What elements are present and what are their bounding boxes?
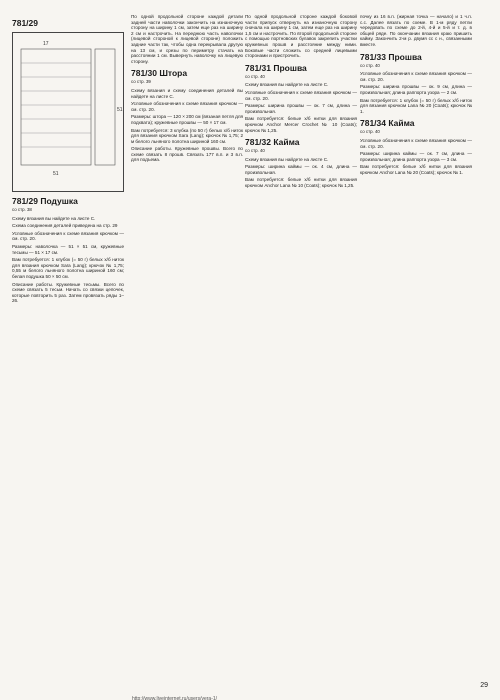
paragraph: Размеры: штора — 120 × 200 см (вязаная петля для подхвата); кружевные прошвы — 50 × 17 см. [131, 114, 243, 125]
paragraph: Вам потребуется: белые х/б нитки для вязания крючком Anchor Lana № 10 (Coats); крючок № 1,25. [245, 177, 357, 189]
sections [12, 196, 124, 304]
paragraph: Условные обозначения к схеме вязания крючком — см. стр. 20. [12, 230, 124, 242]
section-title: 781/29 [12, 18, 38, 28]
schema-label: 51 [117, 107, 123, 113]
section-source: со стр. 40 [360, 129, 380, 135]
sections [131, 14, 243, 163]
column-1 [12, 14, 124, 306]
column-3 [245, 14, 357, 191]
paragraph: Описание работы. Кружевные тесьмы. Всего по схеме связать 5 тесьм. Начать со связки цепочек, которые повторить 5 раз. Затем провязать ряды 1–26. [12, 281, 124, 304]
paragraph: Вам потребуется: белые х/б нитки для вязания крючком Anchor Mercer Crochet № 10 (Coats); крючок № 1,25. [245, 116, 357, 133]
paragraph: почку из 16 в.п. (жирная точка — начало) и 1 ч.п. с.с. Далее вязать по схеме. В 1-м ряду петли чередовать по схеме до 2-й, 4-й и 5-й и т. д. в общей ряде. По окончании вязания краю пришить кайму. Закончить 2-м р. двумя сс с н., связанными вместе. [360, 14, 472, 47]
column-2 [131, 14, 243, 165]
paragraph: Схему вязания и схему соединения деталей вы найдете на листе C. [131, 87, 243, 99]
schema-label: 51 [53, 171, 59, 177]
paragraph: Схему вязания вы найдете на листе C. [245, 82, 329, 88]
pillow-schema [12, 32, 124, 192]
section-source: со стр. 38 [12, 207, 32, 212]
paragraph: Размеры: ширина каймы — ок. 4 см, длина — произвольная. [245, 164, 357, 175]
page-number: 29 [480, 682, 488, 690]
sections [245, 14, 357, 189]
section-source: со стр. 40 [245, 148, 265, 154]
section-title: 781/30 Штора [131, 68, 188, 79]
sections [360, 14, 472, 175]
column-4 [360, 14, 472, 177]
paragraph: Размеры: ширина прошвы — ок. 7 см, длина — произвольная. [245, 103, 357, 114]
section-source: со стр. 39 [131, 79, 151, 85]
paragraph: Схему вязания вы найдете на листе C. [12, 215, 96, 221]
paragraph: По одной продольной стороне каждой боковой части припуск отвернуть на изнаночную сторону сначала на ширину 1 см, затем еще раз на ширину 1,5 см и настрочить. По второй продольной стороне с помощью портновских булавок закрепить участки кружевных прошв и расстояние между ними. Боковые части сложить со средней лицевыми сторонами и пристрочить. [245, 14, 357, 59]
section-title: 781/31 Прошва [245, 62, 307, 73]
section-title: 781/34 Кайма [360, 118, 415, 129]
paragraph: Схема соединения деталей приведена на стр. 29 [12, 223, 118, 229]
paragraph: Размеры: ширина прошвы — ок. 9 см, длина — произвольная; длина раппорта узора — 2 см. [360, 84, 472, 95]
schema-label: 17 [43, 41, 49, 47]
paragraph: Условные обозначения к схеме вязания крючком — см. стр. 20. [360, 71, 472, 82]
section-title: 781/29 Подушка [12, 196, 78, 206]
paragraph: Схему вязания вы найдете на листе C. [245, 156, 329, 162]
paragraph: Вам потребуется: 3 клубка (по 50 г) белых х/б ниток для вязания крючком Sara (Lang); крючок № 1,75; 2 м белого льняного полотна шириной 160 см. [131, 127, 243, 144]
section-source: со стр. 40 [245, 73, 265, 79]
paragraph: Условные обозначения к схеме вязания крючком — см. стр. 20. [245, 89, 357, 101]
paragraph: Размеры: наволочка — 51 × 51 см, кружевные тесьмы — 51 × 17 см. [12, 243, 124, 255]
paragraph: Вам потребуется: белые х/б нитки для вязания крючком Anchor Lana № 20 (Coats); крючок № 1. [360, 164, 472, 175]
schema-drawing [13, 33, 125, 191]
section-source: со стр. 40 [360, 62, 380, 68]
paragraph: Описание работы. Кружевные прошвы. Всего по схеме связать 8 прошв. Связать 177 в.п. и 3 в.п. для подъема. [131, 146, 243, 163]
section-title: 781/32 Кайма [245, 137, 300, 148]
paragraph: Условные обозначения к схеме вязания крючком — см. стр. 20. [360, 137, 472, 149]
paragraph: Вам потребуется: 1 клубок (= 50 г) белых х/б ниток для вязания крючком Sara (Lang); крючок № 1,75; 0,55 м белого льняного полотна шириной 160 см; белая подушка 50 × 50 см. [12, 257, 124, 279]
paragraph: Вам потребуется: 1 клубок (= 50 г) белых х/б ниток для вязания крючком Lana № 20 (Coats); крючок № 1. [360, 97, 472, 114]
source-url[interactable]: http://www.liveinternet.ru/users/vera-1/ [132, 696, 218, 700]
paragraph: Условные обозначения к схеме вязания крючком — см. стр. 20. [131, 101, 243, 112]
paragraph: Размеры: ширина каймы — ок. 7 см, длина — произвольная; длина раппорта узора — 3 см. [360, 151, 472, 162]
paragraph: По одной продольной стороне каждой детали задней части наволочки закончить на изнаночную сторону на ширину 1 см, затем еще раз на ширину 2 см и настрочить. На переднюю часть наволочки (лицевой стороной к лицевой стороне) положить задние части так, чтобы одна перекрывала другую на 13 см, и срезы по периметру стачать на расстоянии 1 см. Вывернуть наволочку на лицевую сторону. [131, 14, 243, 64]
section-title: 781/33 Прошва [360, 51, 422, 62]
